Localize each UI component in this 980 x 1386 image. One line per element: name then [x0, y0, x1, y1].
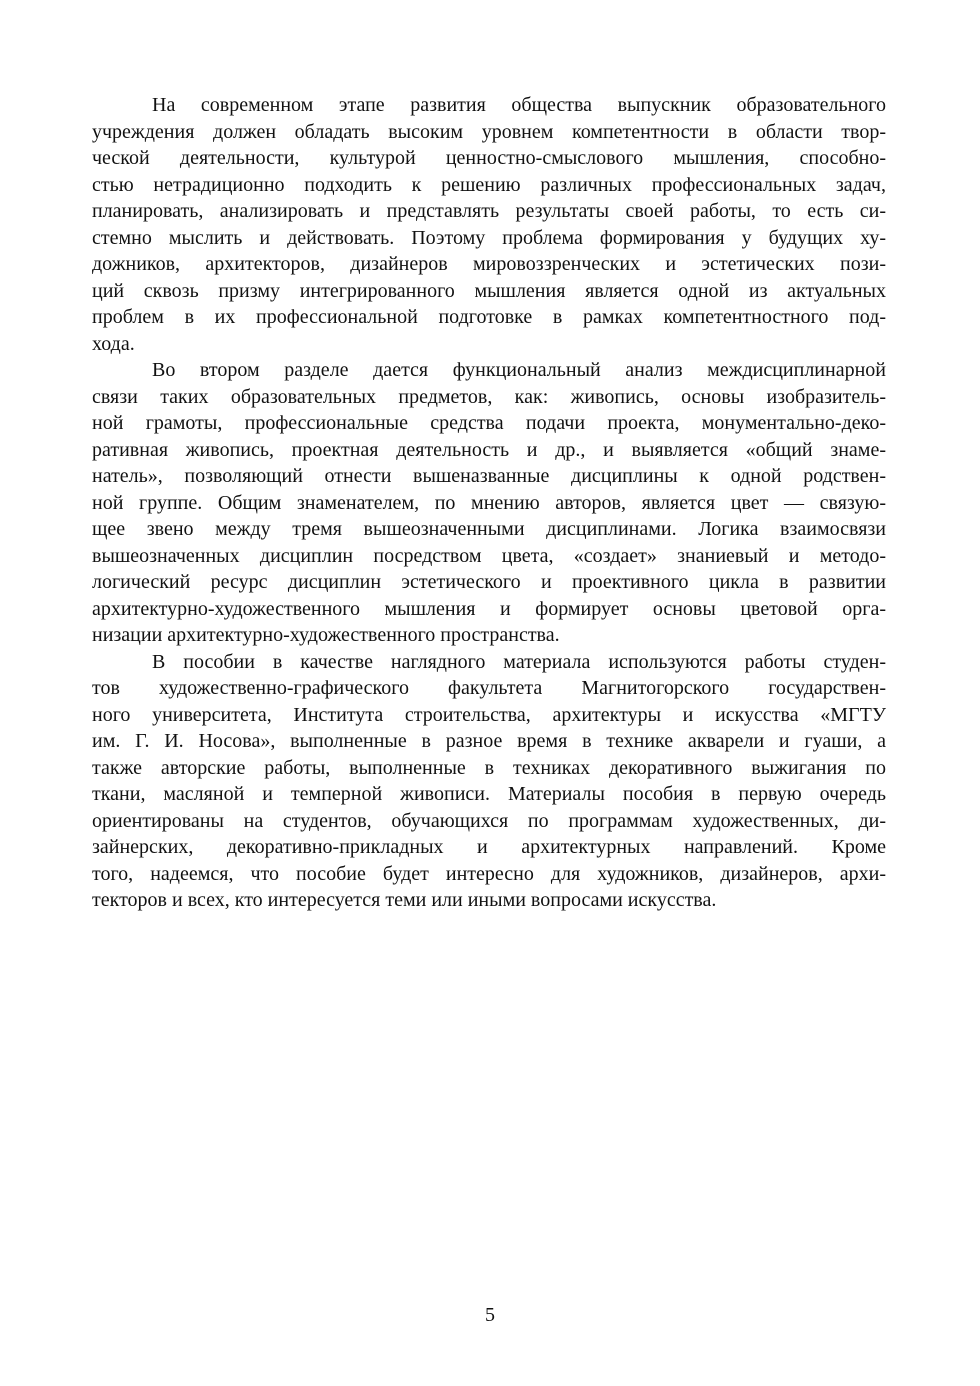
text-line: дожников, архитекторов, дизайнеров мировоззренческих и эстетических пози- — [92, 253, 886, 275]
text-line: зайнерских, декоративно-прикладных и архитектурных направлений. Кроме — [92, 836, 886, 858]
text-line: Во втором разделе дается функциональный анализ междисциплинарной — [152, 359, 886, 381]
text-line: стью нетрадиционно подходить к решению различных профессиональных задач, — [92, 173, 886, 196]
page-number: 5 — [485, 1304, 495, 1326]
text-line: вышеозначенных дисциплин посредством цвета, «создает» знаниевый и методо- — [92, 544, 886, 567]
text-line: того, надеемся, что пособие будет интересно для художников, дизайнеров, архи- — [92, 862, 886, 885]
text-line: ной грамоты, профессиональные средства подачи проекта, монументально-деко- — [92, 412, 886, 434]
text-line: щее звено между тремя вышеозначенными дисциплинами. Логика взаимосвязи — [92, 518, 886, 540]
text-line: натель», позволяющий отнести вышеназванные дисциплины к одной родствен- — [92, 465, 886, 487]
text-line: ткани, масляной и темперной живописи. Материалы пособия в первую очередь — [92, 783, 886, 805]
text-line: архитектурно-художественного мышления и формирует основы цветовой орга- — [92, 597, 886, 620]
text-line: им. Г. И. Носова», выполненные в разное время в технике акварели и гуаши, а — [92, 730, 886, 752]
paragraph — [92, 357, 886, 649]
text-line: стемно мыслить и действовать. Поэтому проблема формирования у будущих ху- — [92, 226, 886, 249]
text-line: На современном этапе развития общества выпускник образовательного — [152, 94, 886, 116]
text-line: планировать, анализировать и представлять результаты своей работы, то есть си- — [92, 200, 886, 222]
text-line: ной группе. Общим знаменателем, по мнению авторов, является цвет — связую- — [92, 491, 886, 514]
text-line: тов художественно-графического факультета Магнитогорского государствен- — [92, 677, 886, 699]
paragraph — [92, 92, 886, 357]
text-line: ного университета, Института строительства, архитектуры и искусства «МГТУ — [92, 703, 886, 726]
text-line: текторов и всех, кто интересуется теми или иными вопросами искусства. — [92, 889, 717, 911]
text-line: ций сквозь призму интегрированного мышления является одной из актуальных — [92, 279, 886, 302]
text-line: ративная живопись, проектная деятельность и др., и выявляется «общий знаме- — [92, 438, 886, 461]
paragraph — [92, 649, 886, 914]
text-line: учреждения должен обладать высоким уровнем компетентности в области твор- — [92, 120, 886, 143]
text-line: связи таких образовательных предметов, как: живопись, основы изобразитель- — [92, 385, 886, 408]
text-line: ческой деятельности, культурой ценностно-смыслового мышления, способно- — [92, 147, 886, 169]
text-line: ориентированы на студентов, обучающихся по программам художественных, ди- — [92, 809, 886, 832]
text-line: логический ресурс дисциплин эстетического и проективного цикла в развитии — [92, 571, 886, 593]
text-line: также авторские работы, выполненные в техниках декоративного выжигания по — [92, 756, 886, 779]
text-line: проблем в их профессиональной подготовке в рамках компетентностного под- — [92, 306, 886, 328]
text-line: хода. — [92, 332, 135, 355]
text-line: В пособии в качестве наглядного материала используются работы студен- — [152, 650, 886, 673]
text-line: низации архитектурно-художественного пространства. — [92, 624, 560, 646]
body-text — [92, 92, 886, 914]
